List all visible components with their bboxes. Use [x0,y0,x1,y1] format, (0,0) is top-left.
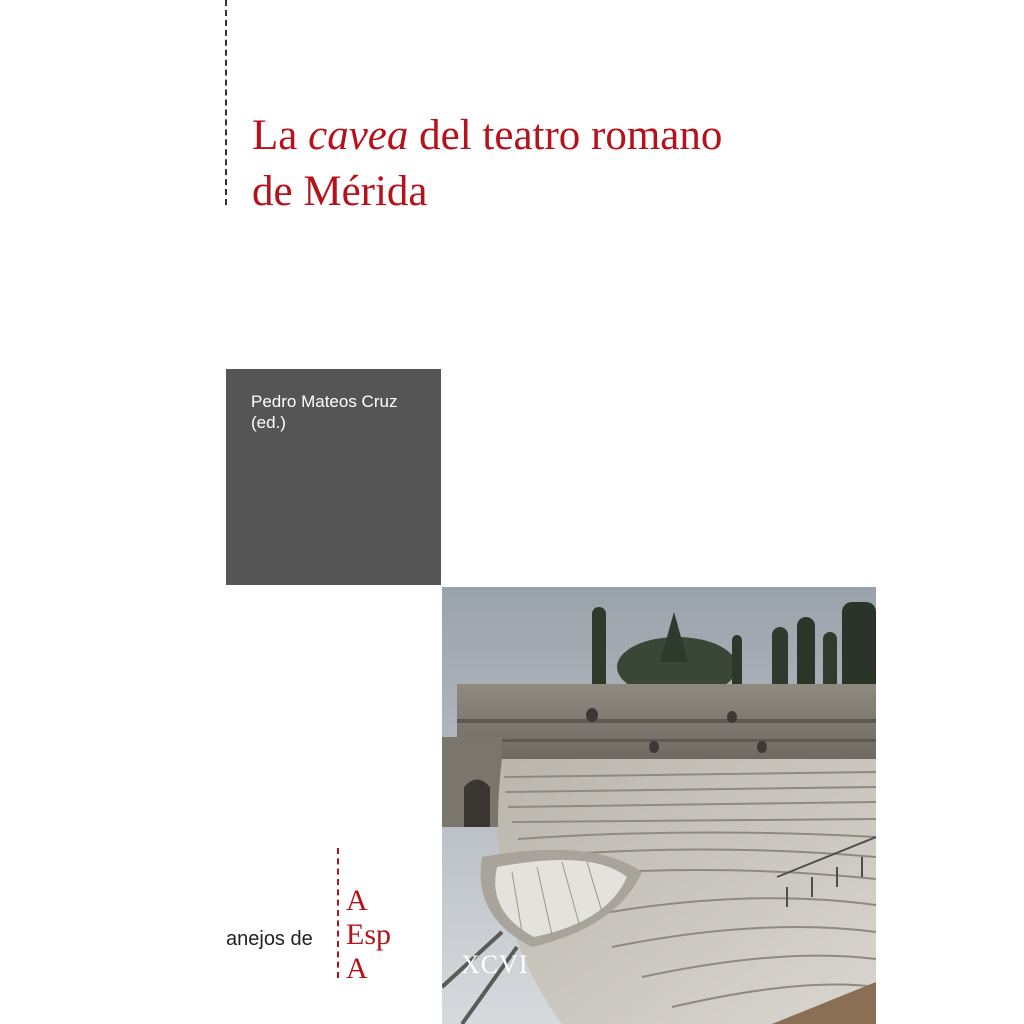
title-line-2: de Mérida [252,168,428,215]
series-label: anejos de [226,928,313,950]
series-logo-line-1: A [346,884,368,917]
series-dashed-rule [337,848,339,978]
volume-number: XCVI [461,950,529,979]
title-italic-word: cavea [308,112,409,159]
series-logo-line-2: Esp [346,918,391,951]
author-name: Pedro Mateos Cruz [251,392,398,411]
author-role: (ed.) [251,413,286,432]
book-title [252,108,872,220]
top-dashed-rule [225,0,227,205]
title-part-2: del teatro romano [408,112,723,159]
author-box [226,369,441,585]
title-part-1: La [252,112,309,159]
series-logo-line-3: A [346,952,368,985]
